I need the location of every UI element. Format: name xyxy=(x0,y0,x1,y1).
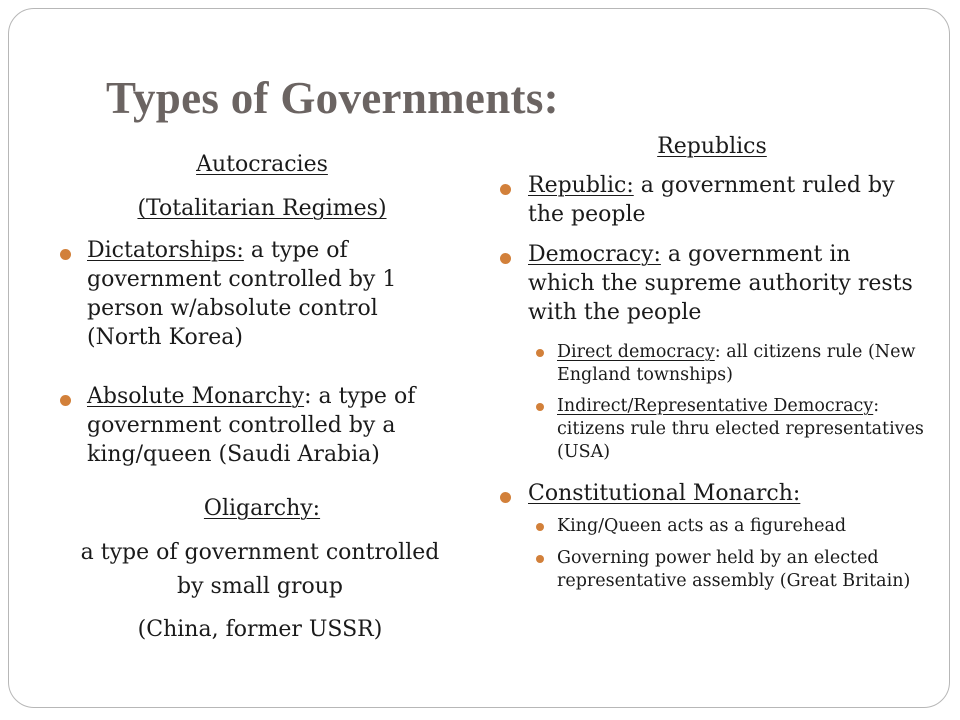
oligarchy-line-1: a type of government controlled xyxy=(80,540,440,565)
term-absolute-monarchy: Absolute Monarchy xyxy=(87,384,305,409)
right-heading-republics: Republics xyxy=(657,134,767,159)
oligarchy-line-2: by small group xyxy=(177,574,343,599)
bullet-text: Democracy: a government in which the supreme authority rests with the people xyxy=(528,242,913,325)
left-heading-autocracies: Autocracies xyxy=(196,152,328,177)
slide-title: Types of Governments: xyxy=(106,73,559,123)
bullet-text: Absolute Monarchy: a type of government controlled by a king/queen (Saudi Arabia) xyxy=(87,384,416,467)
bullet-dot-icon xyxy=(60,249,71,260)
term-republic: Republic: xyxy=(528,173,634,198)
term-constitutional-monarch: Constitutional Monarch: xyxy=(528,481,801,506)
sub-bullet-dot-icon xyxy=(536,523,544,531)
left-heading-totalitarian: (Totalitarian Regimes) xyxy=(137,196,387,221)
bullet-text: Dictatorships: a type of government controlled by 1 person w/absolute control (North Korea) xyxy=(87,238,397,350)
sub-bullet-text: Governing power held by an elected representative assembly (Great Britain) xyxy=(557,548,911,591)
left-heading-oligarchy: Oligarchy: xyxy=(203,496,321,521)
term-indirect-democracy: Indirect/Representative Democracy xyxy=(557,396,874,416)
sub-bullet-text: Direct democracy: all citizens rule (New England townships) xyxy=(557,342,916,385)
bullet-dot-icon xyxy=(500,184,511,195)
term-democracy: Democracy: xyxy=(528,242,661,267)
bullet-dot-icon xyxy=(500,492,511,503)
term-dictatorships: Dictatorships: xyxy=(87,238,244,263)
sub-bullet-text: King/Queen acts as a figurehead xyxy=(557,516,847,536)
bullet-text: Republic: a government ruled by the people xyxy=(528,173,895,227)
bullet-dot-icon xyxy=(500,253,511,264)
sub-bullet-dot-icon xyxy=(536,403,544,411)
sub-bullet-dot-icon xyxy=(536,349,544,357)
bullet-text xyxy=(528,479,923,508)
oligarchy-line-3: (China, former USSR) xyxy=(137,617,383,642)
term-direct-democracy: Direct democracy xyxy=(557,342,715,362)
sub-bullet-dot-icon xyxy=(536,555,544,563)
sub-bullet-text: Indirect/Representative Democracy: citizens rule thru elected representatives (USA) xyxy=(557,396,924,462)
bullet-dot-icon xyxy=(60,395,71,406)
